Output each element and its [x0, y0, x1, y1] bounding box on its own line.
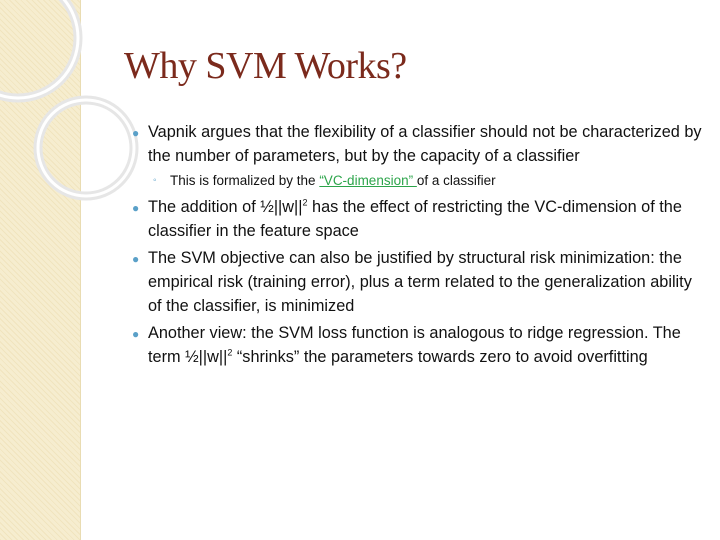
decorative-rings — [0, 0, 140, 300]
vc-dimension-link[interactable]: “VC-dimension” — [319, 173, 417, 188]
sub-bullet-list — [148, 170, 703, 192]
bullet-dot-icon: ● — [132, 252, 140, 266]
decorative-ring-middle-highlight — [38, 100, 134, 196]
bullet-text-before: Another view: the SVM loss function is analogous to ridge regression. The term ½||w|| — [148, 324, 681, 366]
bullet-dot-icon: ● — [132, 327, 140, 341]
bullet-item-1 — [132, 120, 703, 192]
bullet-dot-icon: ● — [132, 126, 140, 140]
sub-bullet-text-after: of a classifier — [416, 173, 496, 188]
bullet-dot-icon: ● — [132, 201, 140, 215]
bullet-text: Vapnik argues that the flexibility of a classifier should not be characterized by the number of parameters, but by the capacity of a classifier — [148, 123, 702, 165]
bullet-text-after: “shrinks” the parameters towards zero to avoid overfitting — [232, 348, 648, 366]
sub-bullet-item — [153, 170, 703, 192]
bullet-text-after: has the effect of restricting the VC-dimension of the classifier in the feature space — [148, 198, 682, 240]
superscript: 2 — [302, 197, 308, 208]
sub-bullet-ring-icon: ◦ — [153, 175, 157, 186]
decorative-ring-top — [0, 0, 78, 98]
bullet-item-3 — [132, 246, 703, 318]
bullet-text: The SVM objective can also be justified by structural risk minimization: the empirical risk (training error), plus a term related to the generalization ability of the classifier, is minimized — [148, 249, 692, 315]
bullet-item-4 — [132, 321, 703, 369]
superscript: 2 — [227, 347, 233, 358]
slide-title: Why SVM Works? — [124, 45, 407, 87]
decorative-ring-top-highlight — [0, 0, 78, 98]
bullet-list — [132, 120, 703, 372]
bullet-text-before: The addition of ½||w|| — [148, 198, 303, 216]
bullet-item-2 — [132, 195, 703, 243]
sub-bullet-text-before: This is formalized by the — [170, 173, 320, 188]
